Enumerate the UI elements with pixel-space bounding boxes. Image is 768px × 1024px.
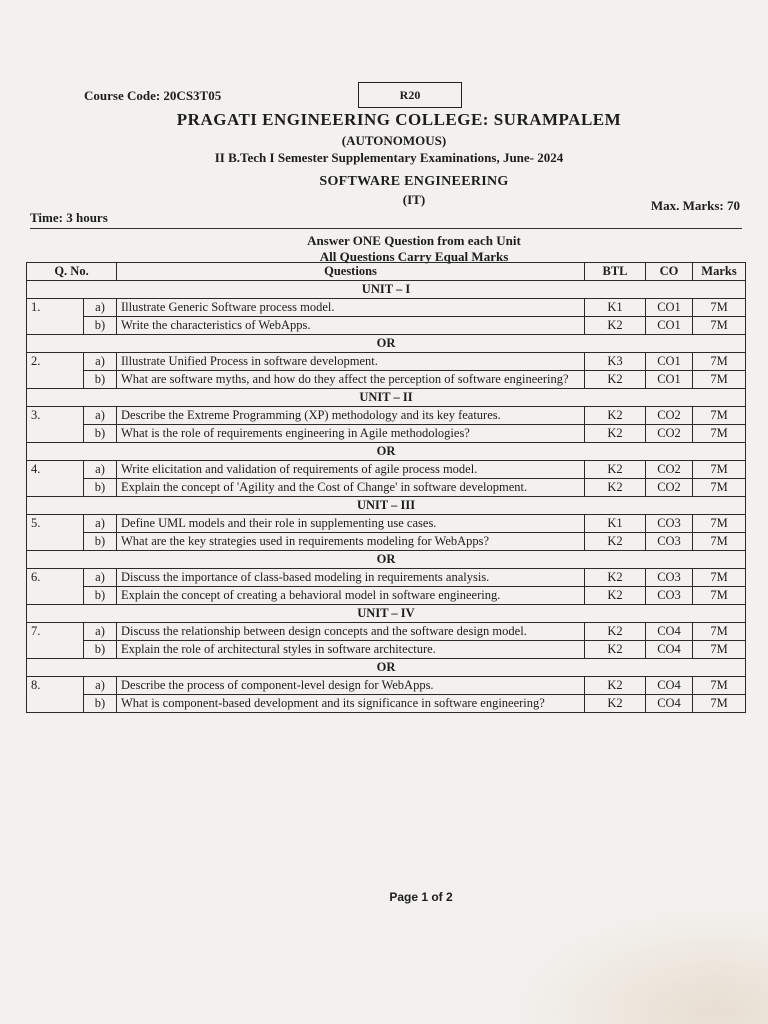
btl-level: K2 — [585, 623, 646, 641]
autonomous-label: (AUTONOMOUS) — [341, 133, 447, 148]
or-row — [27, 659, 746, 677]
course-code: Course Code: 20CS3T05 — [84, 88, 222, 103]
question-row — [27, 479, 746, 497]
btl-level: K2 — [585, 461, 646, 479]
question-text: Explain the concept of creating a behavioral model in software engineering. — [117, 587, 585, 605]
marks: 7M — [693, 317, 746, 335]
btl-level: K3 — [585, 353, 646, 371]
question-row — [27, 371, 746, 389]
question-text: What is the role of requirements engineering in Agile methodologies? — [117, 425, 585, 443]
marks: 7M — [693, 299, 746, 317]
unit-heading: UNIT – III — [27, 497, 746, 515]
question-table-body — [27, 281, 746, 713]
question-row — [27, 677, 746, 695]
header-qno: Q. No. — [27, 263, 117, 281]
unit-heading: UNIT – II — [27, 389, 746, 407]
exam-time: Time: 3 hours — [30, 210, 108, 225]
question-part-label: a) — [84, 515, 117, 533]
marks: 7M — [693, 569, 746, 587]
question-row — [27, 407, 746, 425]
header-marks: Marks — [693, 263, 746, 281]
college-name: PRAGATI ENGINEERING COLLEGE: SURAMPALEM — [176, 110, 622, 129]
course-outcome: CO1 — [646, 317, 693, 335]
course-outcome: CO3 — [646, 587, 693, 605]
marks: 7M — [693, 407, 746, 425]
unit-heading-row — [27, 497, 746, 515]
or-row — [27, 443, 746, 461]
question-number: 2. — [27, 353, 84, 389]
header-btl: BTL — [585, 263, 646, 281]
question-part-label: a) — [84, 623, 117, 641]
question-number: 8. — [27, 677, 84, 713]
btl-level: K2 — [585, 695, 646, 713]
question-number: 6. — [27, 569, 84, 605]
instruction-line-1: Answer ONE Question from each Unit — [307, 233, 521, 248]
question-number: 3. — [27, 407, 84, 443]
question-number: 1. — [27, 299, 84, 335]
btl-level: K1 — [585, 515, 646, 533]
btl-level: K2 — [585, 407, 646, 425]
exam-title: II B.Tech I Semester Supplementary Examinations, June- 2024 — [214, 150, 564, 165]
unit-heading-row — [27, 389, 746, 407]
marks: 7M — [693, 461, 746, 479]
question-number: 4. — [27, 461, 84, 497]
question-text: What is component-based development and its significance in software engineering? — [117, 695, 585, 713]
course-outcome: CO2 — [646, 425, 693, 443]
question-row — [27, 425, 746, 443]
course-outcome: CO2 — [646, 461, 693, 479]
question-part-label: b) — [84, 479, 117, 497]
or-row — [27, 335, 746, 353]
btl-level: K2 — [585, 317, 646, 335]
question-text: Illustrate Unified Process in software development. — [117, 353, 585, 371]
question-number: 7. — [27, 623, 84, 659]
question-part-label: a) — [84, 461, 117, 479]
unit-heading-row — [27, 605, 746, 623]
question-text: Write the characteristics of WebApps. — [117, 317, 585, 335]
question-row — [27, 299, 746, 317]
header-divider — [30, 228, 742, 229]
max-marks: Max. Marks: 70 — [650, 198, 740, 213]
question-row — [27, 515, 746, 533]
question-part-label: a) — [84, 407, 117, 425]
question-part-label: b) — [84, 587, 117, 605]
course-outcome: CO4 — [646, 695, 693, 713]
course-outcome: CO4 — [646, 623, 693, 641]
btl-level: K2 — [585, 677, 646, 695]
question-text: Describe the Extreme Programming (XP) methodology and its key features. — [117, 407, 585, 425]
question-part-label: b) — [84, 533, 117, 551]
course-outcome: CO2 — [646, 479, 693, 497]
question-part-label: a) — [84, 299, 117, 317]
question-table — [26, 262, 746, 713]
question-text: Illustrate Generic Software process model. — [117, 299, 585, 317]
marks: 7M — [693, 425, 746, 443]
question-part-label: a) — [84, 677, 117, 695]
marks: 7M — [693, 623, 746, 641]
or-separator: OR — [27, 551, 746, 569]
question-text: Describe the process of component-level design for WebApps. — [117, 677, 585, 695]
question-row — [27, 695, 746, 713]
unit-heading: UNIT – IV — [27, 605, 746, 623]
question-text: What are the key strategies used in requirements modeling for WebApps? — [117, 533, 585, 551]
marks: 7M — [693, 533, 746, 551]
question-part-label: a) — [84, 353, 117, 371]
or-separator: OR — [27, 443, 746, 461]
course-outcome: CO3 — [646, 569, 693, 587]
or-separator: OR — [27, 335, 746, 353]
btl-level: K2 — [585, 425, 646, 443]
marks: 7M — [693, 371, 746, 389]
question-text: Discuss the relationship between design concepts and the software design model. — [117, 623, 585, 641]
course-outcome: CO4 — [646, 677, 693, 695]
page-number: Page 1 of 2 — [389, 890, 453, 904]
btl-level: K2 — [585, 641, 646, 659]
or-separator: OR — [27, 659, 746, 677]
question-number: 5. — [27, 515, 84, 551]
question-text: Explain the role of architectural styles in software architecture. — [117, 641, 585, 659]
header-co: CO — [646, 263, 693, 281]
question-row — [27, 461, 746, 479]
question-text: Explain the concept of 'Agility and the Cost of Change' in software development. — [117, 479, 585, 497]
course-outcome: CO1 — [646, 299, 693, 317]
question-row — [27, 641, 746, 659]
branch-label: (IT) — [402, 192, 426, 207]
course-outcome: CO2 — [646, 407, 693, 425]
header-questions: Questions — [117, 263, 585, 281]
course-outcome: CO1 — [646, 353, 693, 371]
marks: 7M — [693, 515, 746, 533]
question-text: Define UML models and their role in supplementing use cases. — [117, 515, 585, 533]
marks: 7M — [693, 353, 746, 371]
question-part-label: b) — [84, 695, 117, 713]
question-part-label: b) — [84, 317, 117, 335]
course-outcome: CO1 — [646, 371, 693, 389]
course-outcome: CO4 — [646, 641, 693, 659]
btl-level: K2 — [585, 479, 646, 497]
question-row — [27, 587, 746, 605]
unit-heading-row — [27, 281, 746, 299]
btl-level: K2 — [585, 569, 646, 587]
question-text: Discuss the importance of class-based modeling in requirements analysis. — [117, 569, 585, 587]
unit-heading: UNIT – I — [27, 281, 746, 299]
btl-level: K2 — [585, 533, 646, 551]
question-row — [27, 353, 746, 371]
btl-level: K2 — [585, 371, 646, 389]
table-header-row — [27, 263, 746, 281]
question-part-label: b) — [84, 371, 117, 389]
course-outcome: CO3 — [646, 515, 693, 533]
question-row — [27, 317, 746, 335]
subject-title: SOFTWARE ENGINEERING — [319, 174, 509, 189]
question-row — [27, 533, 746, 551]
marks: 7M — [693, 641, 746, 659]
question-part-label: b) — [84, 425, 117, 443]
paper-stain — [508, 904, 768, 1024]
regulation-box: R20 — [358, 82, 462, 108]
btl-level: K2 — [585, 587, 646, 605]
question-part-label: b) — [84, 641, 117, 659]
question-row — [27, 623, 746, 641]
marks: 7M — [693, 677, 746, 695]
marks: 7M — [693, 695, 746, 713]
or-row — [27, 551, 746, 569]
question-part-label: a) — [84, 569, 117, 587]
course-outcome: CO3 — [646, 533, 693, 551]
btl-level: K1 — [585, 299, 646, 317]
question-text: What are software myths, and how do they affect the perception of software engineering? — [117, 371, 585, 389]
marks: 7M — [693, 479, 746, 497]
question-text: Write elicitation and validation of requirements of agile process model. — [117, 461, 585, 479]
marks: 7M — [693, 587, 746, 605]
instruction-line-2: All Questions Carry Equal Marks — [319, 249, 509, 264]
question-row — [27, 569, 746, 587]
